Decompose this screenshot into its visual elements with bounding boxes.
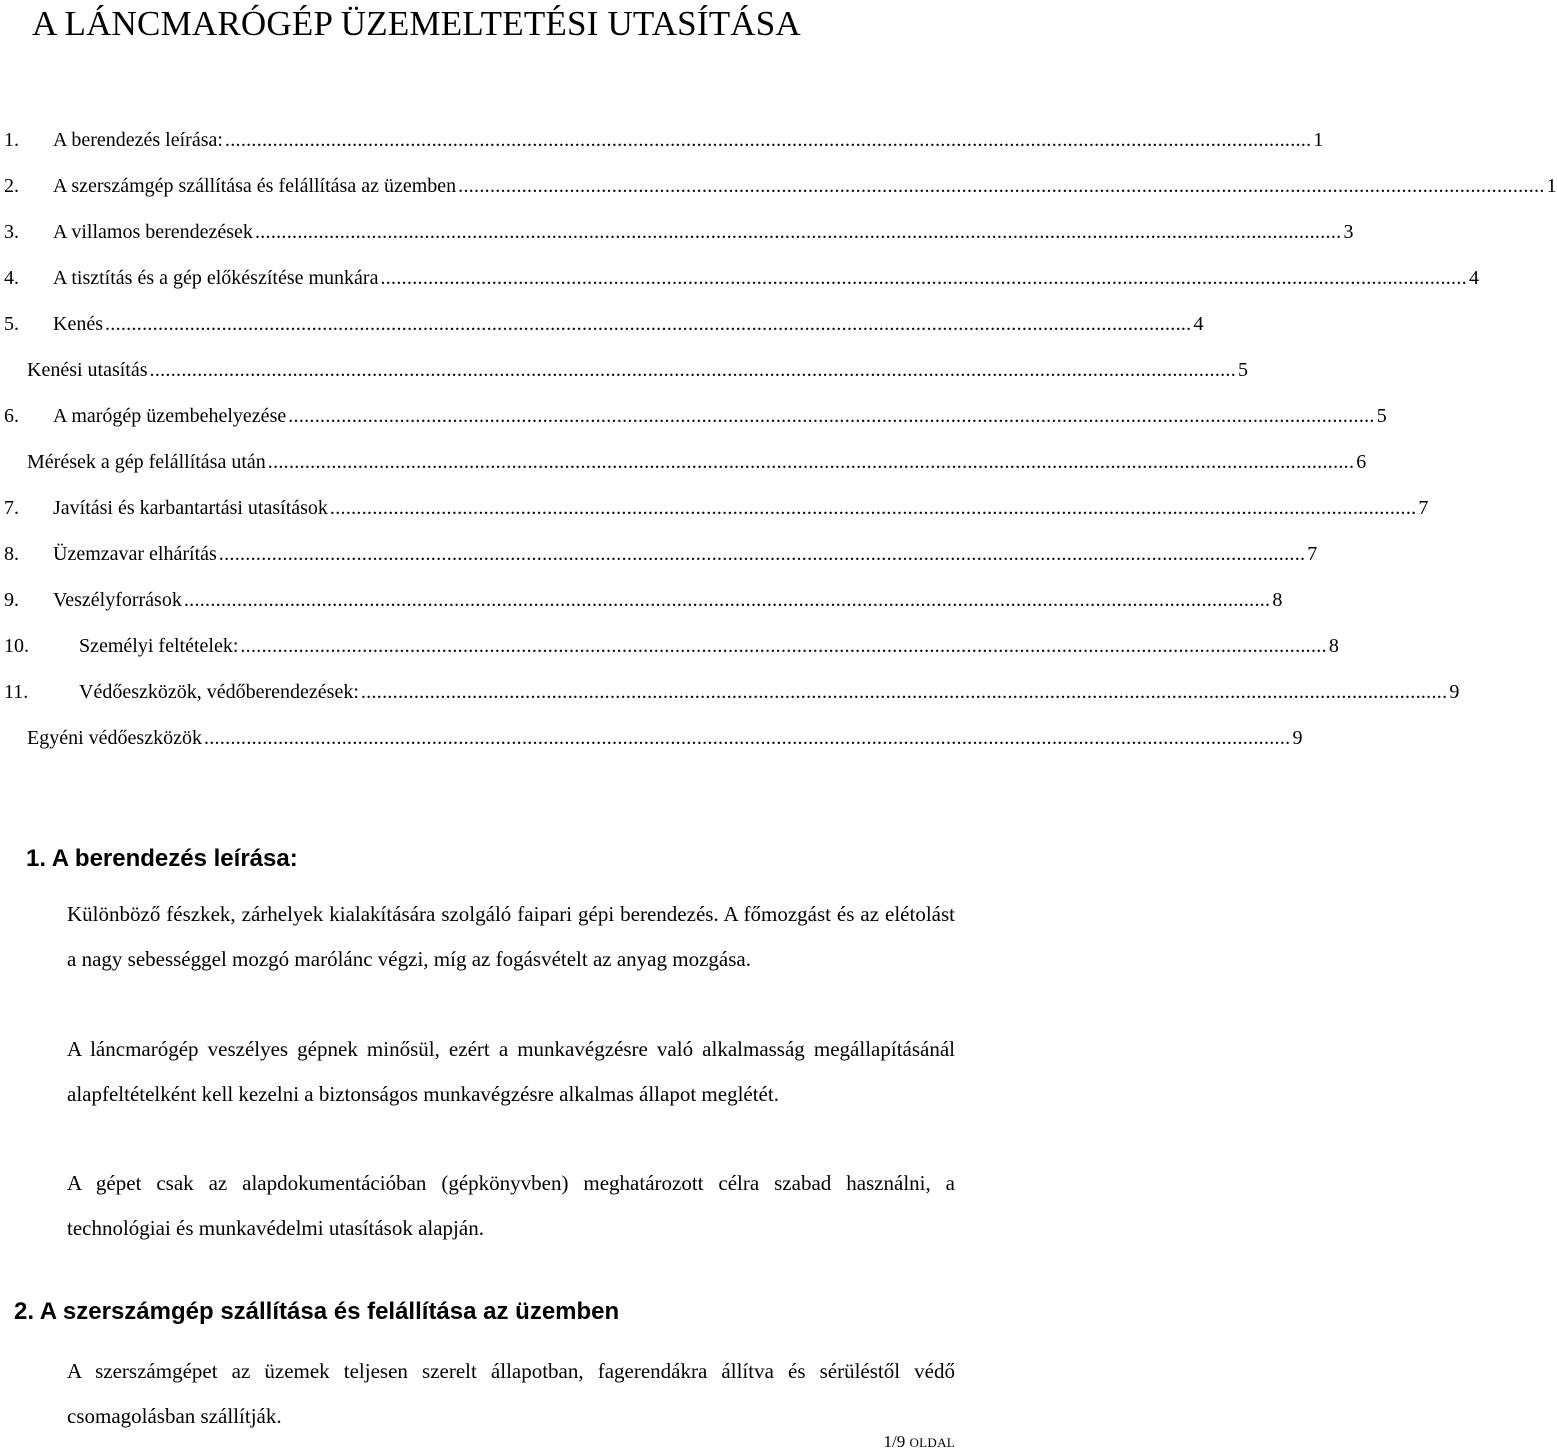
toc-entry-page: 5 [1376,405,1387,427]
toc-leader-dots: ............................................................................................................................................................................................................. [254,221,1342,243]
toc-leader-dots: ............................................................................................................................................................................................................. [360,681,1448,703]
toc-entry-page: 4 [1468,267,1479,289]
section-title: A szerszámgép szállítása és felállítása az üzemben [39,1298,620,1325]
toc-entry[interactable] [0,447,1367,477]
toc-entry[interactable]: 7. Javítási és karbantartási utasítások ............................................................................................................................................................................................................. 7 [0,493,955,523]
toc-leader-dots: ............................................................................................................................................................................................................. [218,543,1306,565]
page-number: 1/9 [883,1432,906,1451]
toc-entry-page: 1 [1313,129,1324,151]
toc-entry-text: Kenés [53,313,103,335]
toc-entry-page: 9 [1449,681,1460,703]
toc-entry-text: A tisztítás és a gép előkészítése munkára [53,267,379,289]
toc-entry-text: A berendezés leírása: [53,129,223,151]
toc-leader-dots: ............................................................................................................................................................................................................. [329,497,1417,519]
toc-entry[interactable]: 9. Veszélyforrások ............................................................................................................................................................................................................. 8 [0,585,955,615]
toc-entry[interactable]: 6. A marógép üzembehelyezése ............................................................................................................................................................................................................. 5 [0,401,955,431]
toc-entry-text: A marógép üzembehelyezése [53,405,287,427]
toc-entry-page: 7 [1307,543,1318,565]
toc-entry-text: Veszélyforrások [53,589,182,611]
section-number: 2. [14,1298,35,1325]
paragraph: Különböző fészkek, zárhelyek kialakítására szolgáló faipari gépi berendezés. A főmozgást és az elétolást a nagy sebességgel mozgó marólánc végzi, míg az fogásvételt az anyag mozgása. [67,902,955,971]
toc-leader-dots: ............................................................................................................................................................................................................. [224,129,1312,151]
section-number: 1. [26,845,47,872]
toc-entry[interactable] [0,723,1303,753]
toc-entry[interactable]: 8. Üzemzavar elhárítás ............................................................................................................................................................................................................. 7 [0,539,955,569]
toc-entry-page: 1 [1546,175,1557,197]
toc-entry-text: A villamos berendezések [53,221,253,243]
toc-entry-text: Személyi feltételek: [79,635,239,657]
toc-entry[interactable]: 1. A berendezés leírása: ............................................................................................................................................................................................................. 1 [0,125,955,155]
section-heading [26,845,298,873]
toc-leader-dots: ............................................................................................................................................................................................................. [104,313,1192,335]
toc-leader-dots: ............................................................................................................................................................................................................. [149,359,1237,381]
toc-entry[interactable]: 5. Kenés ............................................................................................................................................................................................................. 4 [0,309,955,339]
toc-entry[interactable]: 3. A villamos berendezések ............................................................................................................................................................................................................. 3 [0,217,955,247]
section-heading [14,1298,619,1326]
paragraph: A szerszámgépet az üzemek teljesen szerelt állapotban, fagerendákra állítva és sérüléstől védő csomagolásban szállítják. [67,1359,955,1428]
toc-entry-text: Kenési utasítás [27,359,148,381]
toc-entry-page: 3 [1343,221,1354,243]
toc-entry[interactable]: 11. Védőeszközök, védőberendezések: ............................................................................................................................................................................................................. 9 [0,677,955,707]
toc-entry[interactable]: 10. Személyi feltételek: ............................................................................................................................................................................................................. 8 [0,631,955,661]
toc-entry-page: 7 [1418,497,1429,519]
toc-entry-text: Javítási és karbantartási utasítások [53,497,328,519]
toc-entry-text: Egyéni védőeszközök [27,727,202,749]
toc-entry-text: Mérések a gép felállítása után [27,451,266,473]
toc-entry-page: 8 [1328,635,1339,657]
toc-leader-dots: ............................................................................................................................................................................................................. [288,405,1375,427]
toc-leader-dots: ............................................................................................................................................................................................................. [267,451,1355,473]
toc-entry-page: 9 [1292,727,1303,749]
toc-leader-dots: ............................................................................................................................................................................................................. [458,175,1545,197]
toc-entry[interactable] [0,355,1249,385]
toc-entry-page: 8 [1272,589,1283,611]
toc-entry-text: Üzemzavar elhárítás [53,543,217,565]
document-title: A LÁNCMARÓGÉP ÜZEMELTETÉSI UTASÍTÁSA [32,4,801,43]
paragraph: A gépet csak az alapdokumentációban (gépkönyvben) meghatározott célra szabad használni, a technológiai és munkavédelmi utasítások alapján. [67,1171,955,1240]
section-title: A berendezés leírása: [51,845,298,872]
toc-entry[interactable]: 2. A szerszámgép szállítása és felállítása az üzemben ............................................................................................................................................................................................................. 1 [0,171,955,201]
toc-entry[interactable]: 4. A tisztítás és a gép előkészítése munkára ............................................................................................................................................................................................................. 4 [0,263,955,293]
toc-entry-text: A szerszámgép szállítása és felállítása az üzemben [53,175,457,197]
toc-leader-dots: ............................................................................................................................................................................................................. [240,635,1327,657]
toc-leader-dots: ............................................................................................................................................................................................................. [380,267,1467,289]
toc-entry-page: 6 [1356,451,1367,473]
paragraph: A láncmarógép veszélyes gépnek minősül, ezért a munkavégzésre való alkalmasság megállapításánál alapfeltételként kell kezelni a biztonságos munkavégzésre alkalmas állapot meglétét. [67,1037,955,1106]
toc-entry-page: 4 [1193,313,1204,335]
toc-entry-text: Védőeszközök, védőberendezések: [79,681,359,703]
page-label: OLDAL [909,1435,955,1450]
toc-leader-dots: ............................................................................................................................................................................................................. [183,589,1271,611]
page-footer [883,1432,955,1452]
toc-leader-dots: ............................................................................................................................................................................................................. [203,727,1291,749]
toc-entry-page: 5 [1238,359,1249,381]
